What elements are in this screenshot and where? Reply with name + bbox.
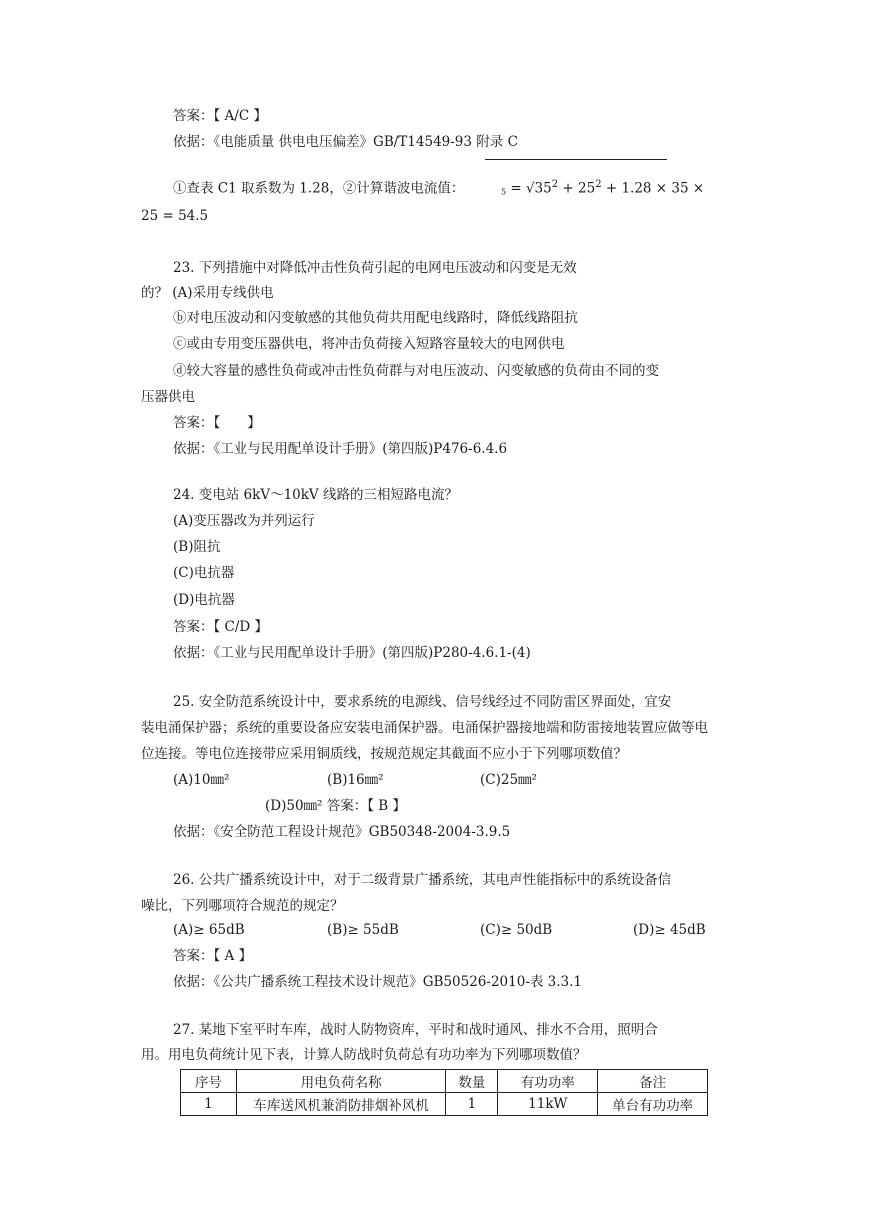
q24-basis: 依据：《工业与民用配单设计手册》(第四版)P280-4.6.1-(4) xyxy=(173,645,531,661)
table-header-cell: 用电负荷名称 xyxy=(236,1070,446,1093)
q24-answer: 答案：【 C/D 】 xyxy=(173,619,269,635)
table-header-row xyxy=(181,1070,708,1093)
formula-overline xyxy=(485,159,667,160)
q22-calculation: ①查表 C1 取系数为 1.28，②计算谐波电流值： $5 = √35^2 + 25^2 + 1.28 \times 35$ × xyxy=(173,179,705,197)
q25-option-d-answer: (D)50㎜² 答案：【 B 】 xyxy=(265,798,406,814)
q25-stem-line2: 装电涌保护器；系统的重要设备应安装电涌保护器。电涌保护器接地端和防雷接地装置应做等电 xyxy=(141,720,708,736)
q25-option-b: (B)16㎜² xyxy=(327,772,384,788)
q26-option-b: (B)≥ 55dB xyxy=(327,922,399,938)
q23-answer: 答案：【 】 xyxy=(173,415,261,431)
table-cell: 11kW xyxy=(498,1093,598,1116)
table-cell: 车库送风机兼消防排烟补风机 xyxy=(236,1093,446,1116)
q26-option-d: (D)≥ 45dB xyxy=(633,922,706,938)
table-header-cell: 备注 xyxy=(598,1070,708,1093)
q24-option-b: (B)阻抗 xyxy=(173,539,221,555)
q22-basis: 依据：《电能质量 供电电压偏差》GB/T14549-93 附录 C xyxy=(173,134,518,150)
q25-option-c: (C)25㎜² xyxy=(480,772,537,788)
table-cell: 单台有功功率 xyxy=(598,1093,708,1116)
q25-stem-line1: 25. 安全防范系统设计中，要求系统的电源线、信号线经过不同防雷区界面处，宜安 xyxy=(173,694,672,710)
q26-stem-line2: 噪比，下列哪项符合规范的规定？ xyxy=(141,898,344,914)
q27-stem-line1: 27. 某地下室平时车库，战时人防物资库，平时和战时通风、排水不合用，照明合 xyxy=(173,1022,658,1038)
table-cell: 1 xyxy=(446,1093,498,1116)
q26-basis: 依据：《公共广播系统工程技术设计规范》GB50526-2010-表 3.3.1 xyxy=(173,974,583,990)
q23-option-d-line2: 压器供电 xyxy=(141,389,195,405)
q25-stem-line3: 位连接。等电位连接带应采用铜质线，按规范规定其截面不应小于下列哪项数值？ xyxy=(141,746,627,762)
q23-basis: 依据：《工业与民用配单设计手册》(第四版)P476-6.4.6 xyxy=(173,441,508,457)
q24-option-a: (A)变压器改为并列运行 xyxy=(173,513,315,529)
q23-stem-line1: 23. 下列措施中对降低冲击性负荷引起的电网电压波动和闪变是无效 xyxy=(173,260,577,276)
q25-basis: 依据：《安全防范工程设计规范》GB50348-2004-3.9.5 xyxy=(173,824,511,840)
table-header-cell: 数量 xyxy=(446,1070,498,1093)
q23-option-c: ⓒ或由专用变压器供电，将冲击负荷接入短路容量较大的电网供电 xyxy=(173,336,565,352)
q23-option-b: ⓑ对电压波动和闪变敏感的其他负荷共用配电线路时，降低线路阻抗 xyxy=(173,310,578,326)
q23-stem-line2: 的？ (A)采用专线供电 xyxy=(141,285,274,301)
table-header-cell: 有功功率 xyxy=(498,1070,598,1093)
q22-answer: 答案：【 A/C 】 xyxy=(173,108,267,124)
q24-stem: 24. 变电站 6kV～10kV 线路的三相短路电流？ xyxy=(173,487,458,503)
q26-stem-line1: 26. 公共广播系统设计中，对于二级背景广播系统，其电声性能指标中的系统设备信 xyxy=(173,872,672,888)
table-row xyxy=(181,1093,708,1116)
load-table xyxy=(180,1069,708,1116)
q27-stem-line2: 用。用电负荷统计见下表，计算人防战时负荷总有功功率为下列哪项数值？ xyxy=(141,1047,587,1063)
table-cell: 1 xyxy=(181,1093,237,1116)
q26-option-a: (A)≥ 65dB xyxy=(173,922,245,938)
q23-option-d-line1: ⓓ较大容量的感性负荷或冲击性负荷群与对电压波动、闪变敏感的负荷由不同的变 xyxy=(173,363,659,379)
q24-option-d: (D)电抗器 xyxy=(173,592,235,608)
q25-option-a: (A)10㎜² xyxy=(173,772,230,788)
q24-option-c: (C)电抗器 xyxy=(173,565,235,581)
table-header-cell: 序号 xyxy=(181,1070,237,1093)
q26-answer: 答案：【 A 】 xyxy=(173,948,253,964)
q22-calculation-cont: 25 = 54.5 xyxy=(141,208,209,224)
q26-option-c: (C)≥ 50dB xyxy=(480,922,553,938)
